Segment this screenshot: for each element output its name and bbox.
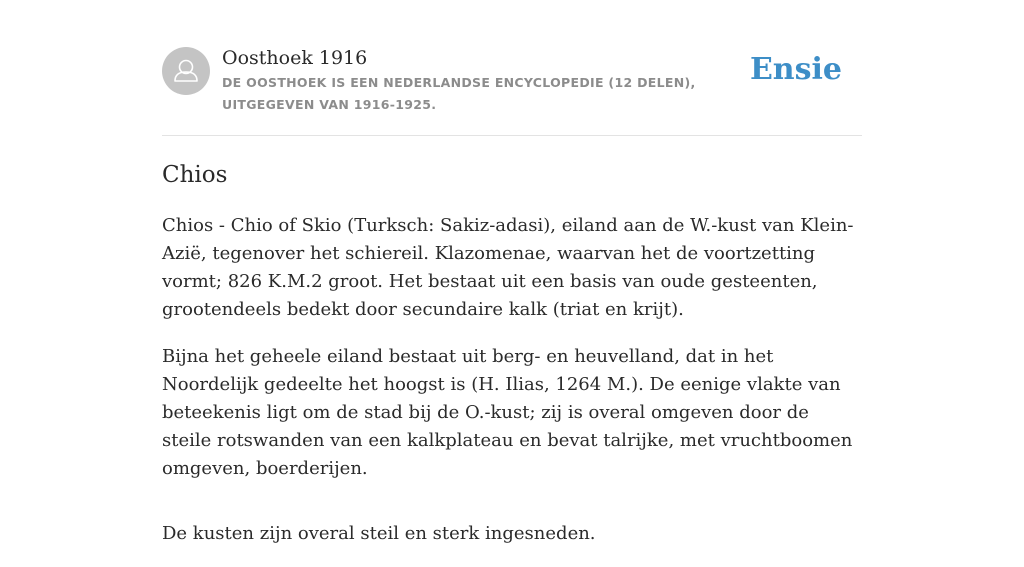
source-avatar[interactable] [162, 47, 210, 95]
source-header [162, 0, 862, 136]
user-icon [162, 47, 210, 95]
article-title: Chios [162, 162, 228, 188]
source-title[interactable]: Oosthoek 1916 [222, 47, 368, 69]
article-body [162, 212, 862, 567]
article-paragraph-2: Bijna het geheele eiland bestaat uit berg- en heuvelland, dat in het Noordelijk gedeelte het hoogst is (H. Ilias, 1264 M.). De eenige vlakte van beteekenis ligt om de stad bij de O.-kust; zij is overal omgeven door de steile rotswanden van een kalkplateau en bevat talrijke, met vruchtboomen omgeven, boerderijen. [162, 346, 853, 479]
article-paragraph-3: De kusten zijn overal steil en sterk ingesneden. [162, 523, 596, 544]
source-description: DE OOSTHOEK IS EEN NEDERLANDSE ENCYCLOPEDIE (12 DELEN), UITGEGEVEN VAN 1916-1925. [222, 75, 696, 112]
ensie-logo-link[interactable]: Ensie [749, 52, 842, 87]
page [162, 0, 862, 544]
article-paragraph-1: Chios - Chio of Skio (Turksch: Sakiz-adasi), eiland aan de W.-kust van Klein-Azië, tegenover het schiereil. Klazomenae, waarvan het de voortzetting vormt; 826 K.M.2 groot. Het bestaat uit een basis van oude gesteenten, grootendeels bedekt door secundaire kalk (triat en krijt). [162, 215, 854, 320]
